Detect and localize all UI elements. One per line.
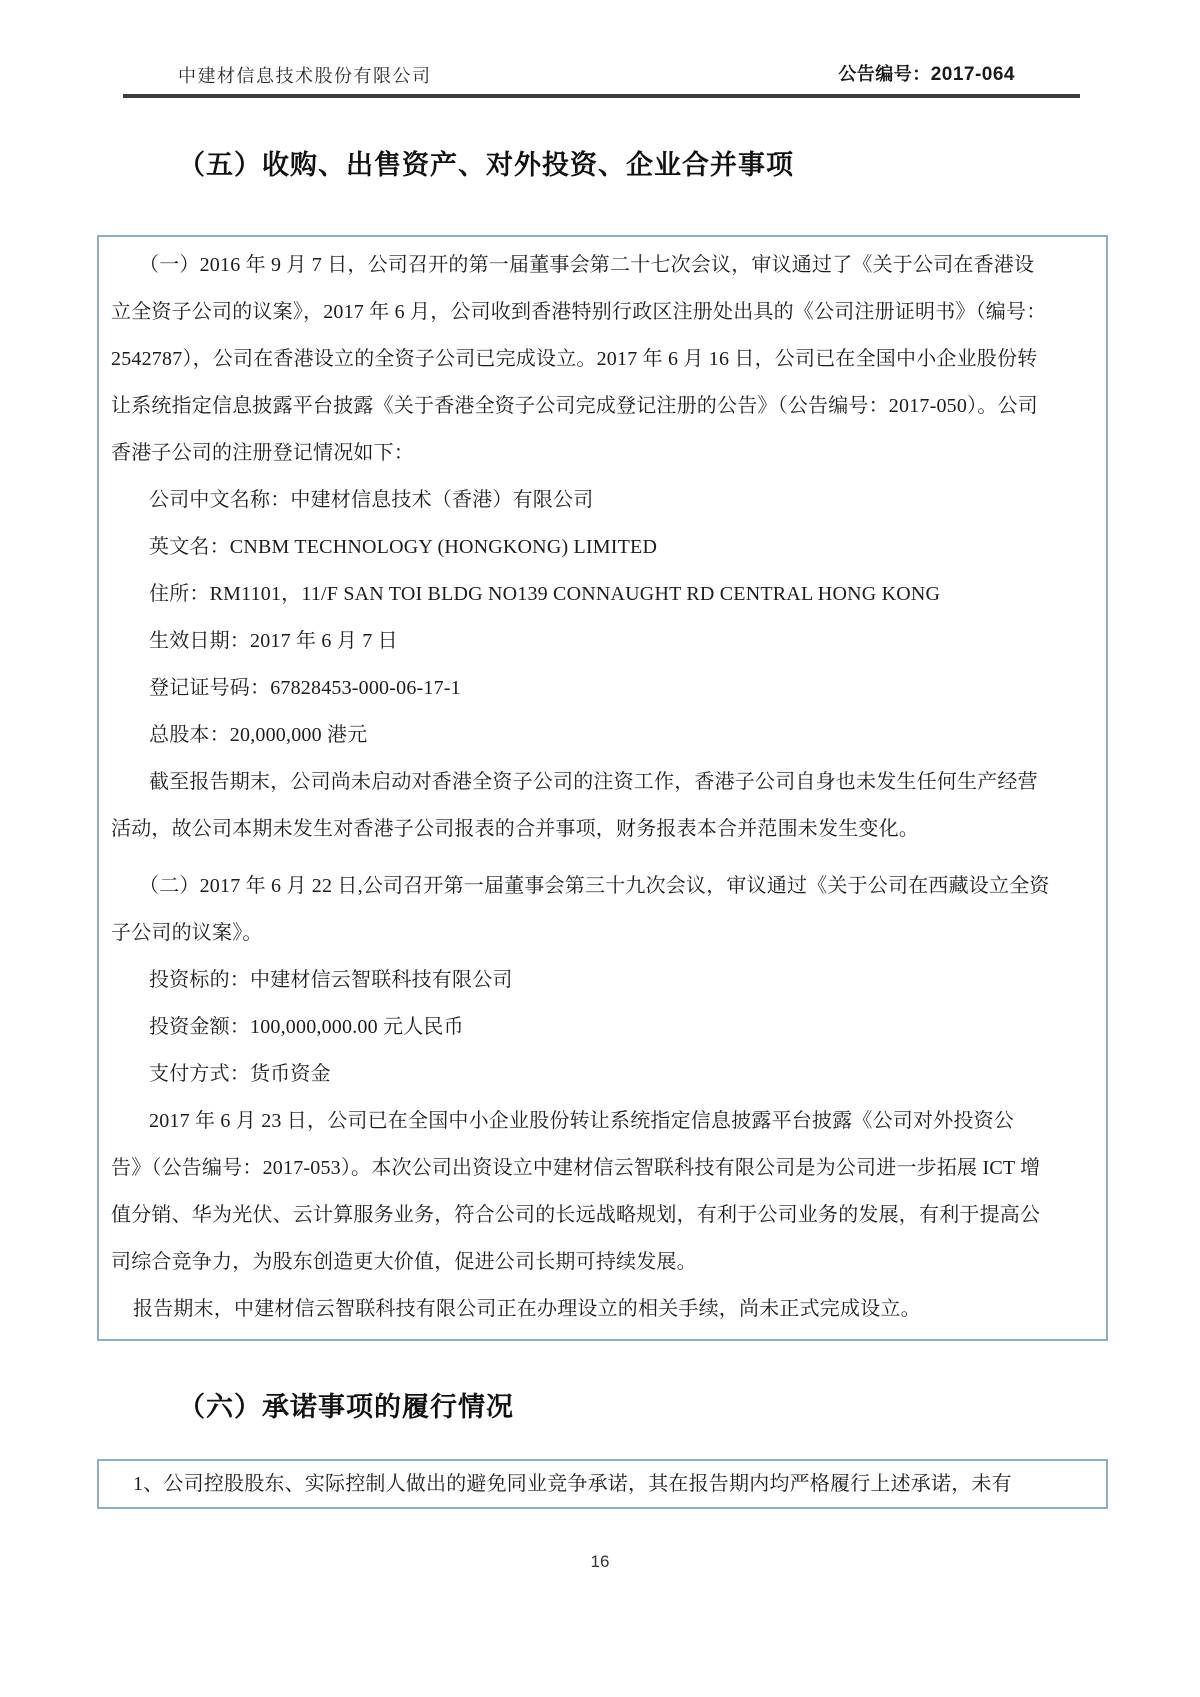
registration-en-name-line: 英文名：CNBM TECHNOLOGY (HONGKONG) LIMITED — [149, 536, 658, 558]
section-six-content-box — [97, 1459, 1108, 1509]
announcement-label: 公告编号： — [838, 64, 931, 84]
section-five-content-box — [97, 235, 1108, 1341]
announcement-no-value: 2017-064 — [930, 64, 1015, 85]
registration-address-line: 住所：RM1101，11/F SAN TOI BLDG NO139 CONNAUGHT RD CENTRAL HONG KONG — [149, 583, 941, 605]
payment-method-line: 支付方式：货币资金 — [149, 1063, 331, 1085]
registration-capital-line: 总股本：20,000,000 港元 — [149, 724, 368, 746]
paragraph-line: （二）2017 年 6 月 22 日,公司召开第一届董事会第三十九次会议，审议通过《关于公司在西藏设立全资 — [139, 875, 1050, 897]
paragraph-line: 1、公司控股股东、实际控制人做出的避免同业竞争承诺，其在报告期内均严格履行上述承诺，未有 — [133, 1473, 1012, 1495]
section-five-title: （五）收购、出售资产、对外投资、企业合并事项 — [178, 150, 794, 180]
paragraph-line: 报告期末，中建材信云智联科技有限公司正在办理设立的相关手续，尚未正式完成设立。 — [133, 1298, 921, 1320]
paragraph-line: 告》（公告编号：2017-053）。本次公司出资设立中建材信云智联科技有限公司是为公司进一步拓展 ICT 增 — [111, 1157, 1041, 1179]
paragraph-line: 香港子公司的注册登记情况如下： — [111, 442, 414, 464]
section-six-title: （六）承诺事项的履行情况 — [178, 1392, 514, 1422]
header-announcement-number — [838, 60, 1015, 86]
registration-cn-name-line: 公司中文名称：中建材信息技术（香港）有限公司 — [149, 489, 594, 511]
investment-target-line: 投资标的：中建材信云智联科技有限公司 — [149, 969, 513, 991]
paragraph-line: 2017 年 6 月 23 日，公司已在全国中小企业股份转让系统指定信息披露平台披露《公司对外投资公 — [149, 1110, 1014, 1132]
paragraph-line: （一）2016 年 9 月 7 日，公司召开的第一届董事会第二十七次会议，审议通过了《关于公司在香港设 — [139, 254, 1035, 276]
paragraph-line: 让系统指定信息披露平台披露《关于香港全资子公司完成登记注册的公告》（公告编号：2017-050）。公司 — [111, 395, 1038, 417]
page-number: 16 — [590, 1552, 610, 1571]
paragraph-line: 司综合竞争力，为股东创造更大价值，促进公司长期可持续发展。 — [111, 1251, 697, 1273]
paragraph-line: 活动，故公司本期未发生对香港子公司报表的合并事项，财务报表本合并范围未发生变化。 — [111, 818, 919, 840]
paragraph-line: 截至报告期末，公司尚未启动对香港全资子公司的注资工作，香港子公司自身也未发生任何生产经营 — [149, 771, 1038, 793]
paragraph-line: 值分销、华为光伏、云计算服务业务，符合公司的长远战略规划，有利于公司业务的发展，有利于提高公 — [111, 1204, 1041, 1226]
header-company-name: 中建材信息技术股份有限公司 — [178, 66, 432, 86]
investment-amount-line: 投资金额：100,000,000.00 元人民币 — [149, 1016, 464, 1038]
paragraph-line: 立全资子公司的议案》，2017 年 6 月，公司收到香港特别行政区注册处出具的《公司注册证明书》（编号： — [111, 301, 1047, 323]
paragraph-line: 2542787），公司在香港设立的全资子公司已完成设立。2017 年 6 月 16 日，公司已在全国中小企业股份转 — [111, 348, 1038, 370]
registration-effective-date-line: 生效日期：2017 年 6 月 7 日 — [149, 630, 398, 652]
paragraph-line: 子公司的议案》。 — [111, 922, 263, 944]
header-divider-rule — [123, 94, 1080, 98]
registration-cert-number-line: 登记证号码：67828453-000-06-17-1 — [149, 677, 461, 699]
